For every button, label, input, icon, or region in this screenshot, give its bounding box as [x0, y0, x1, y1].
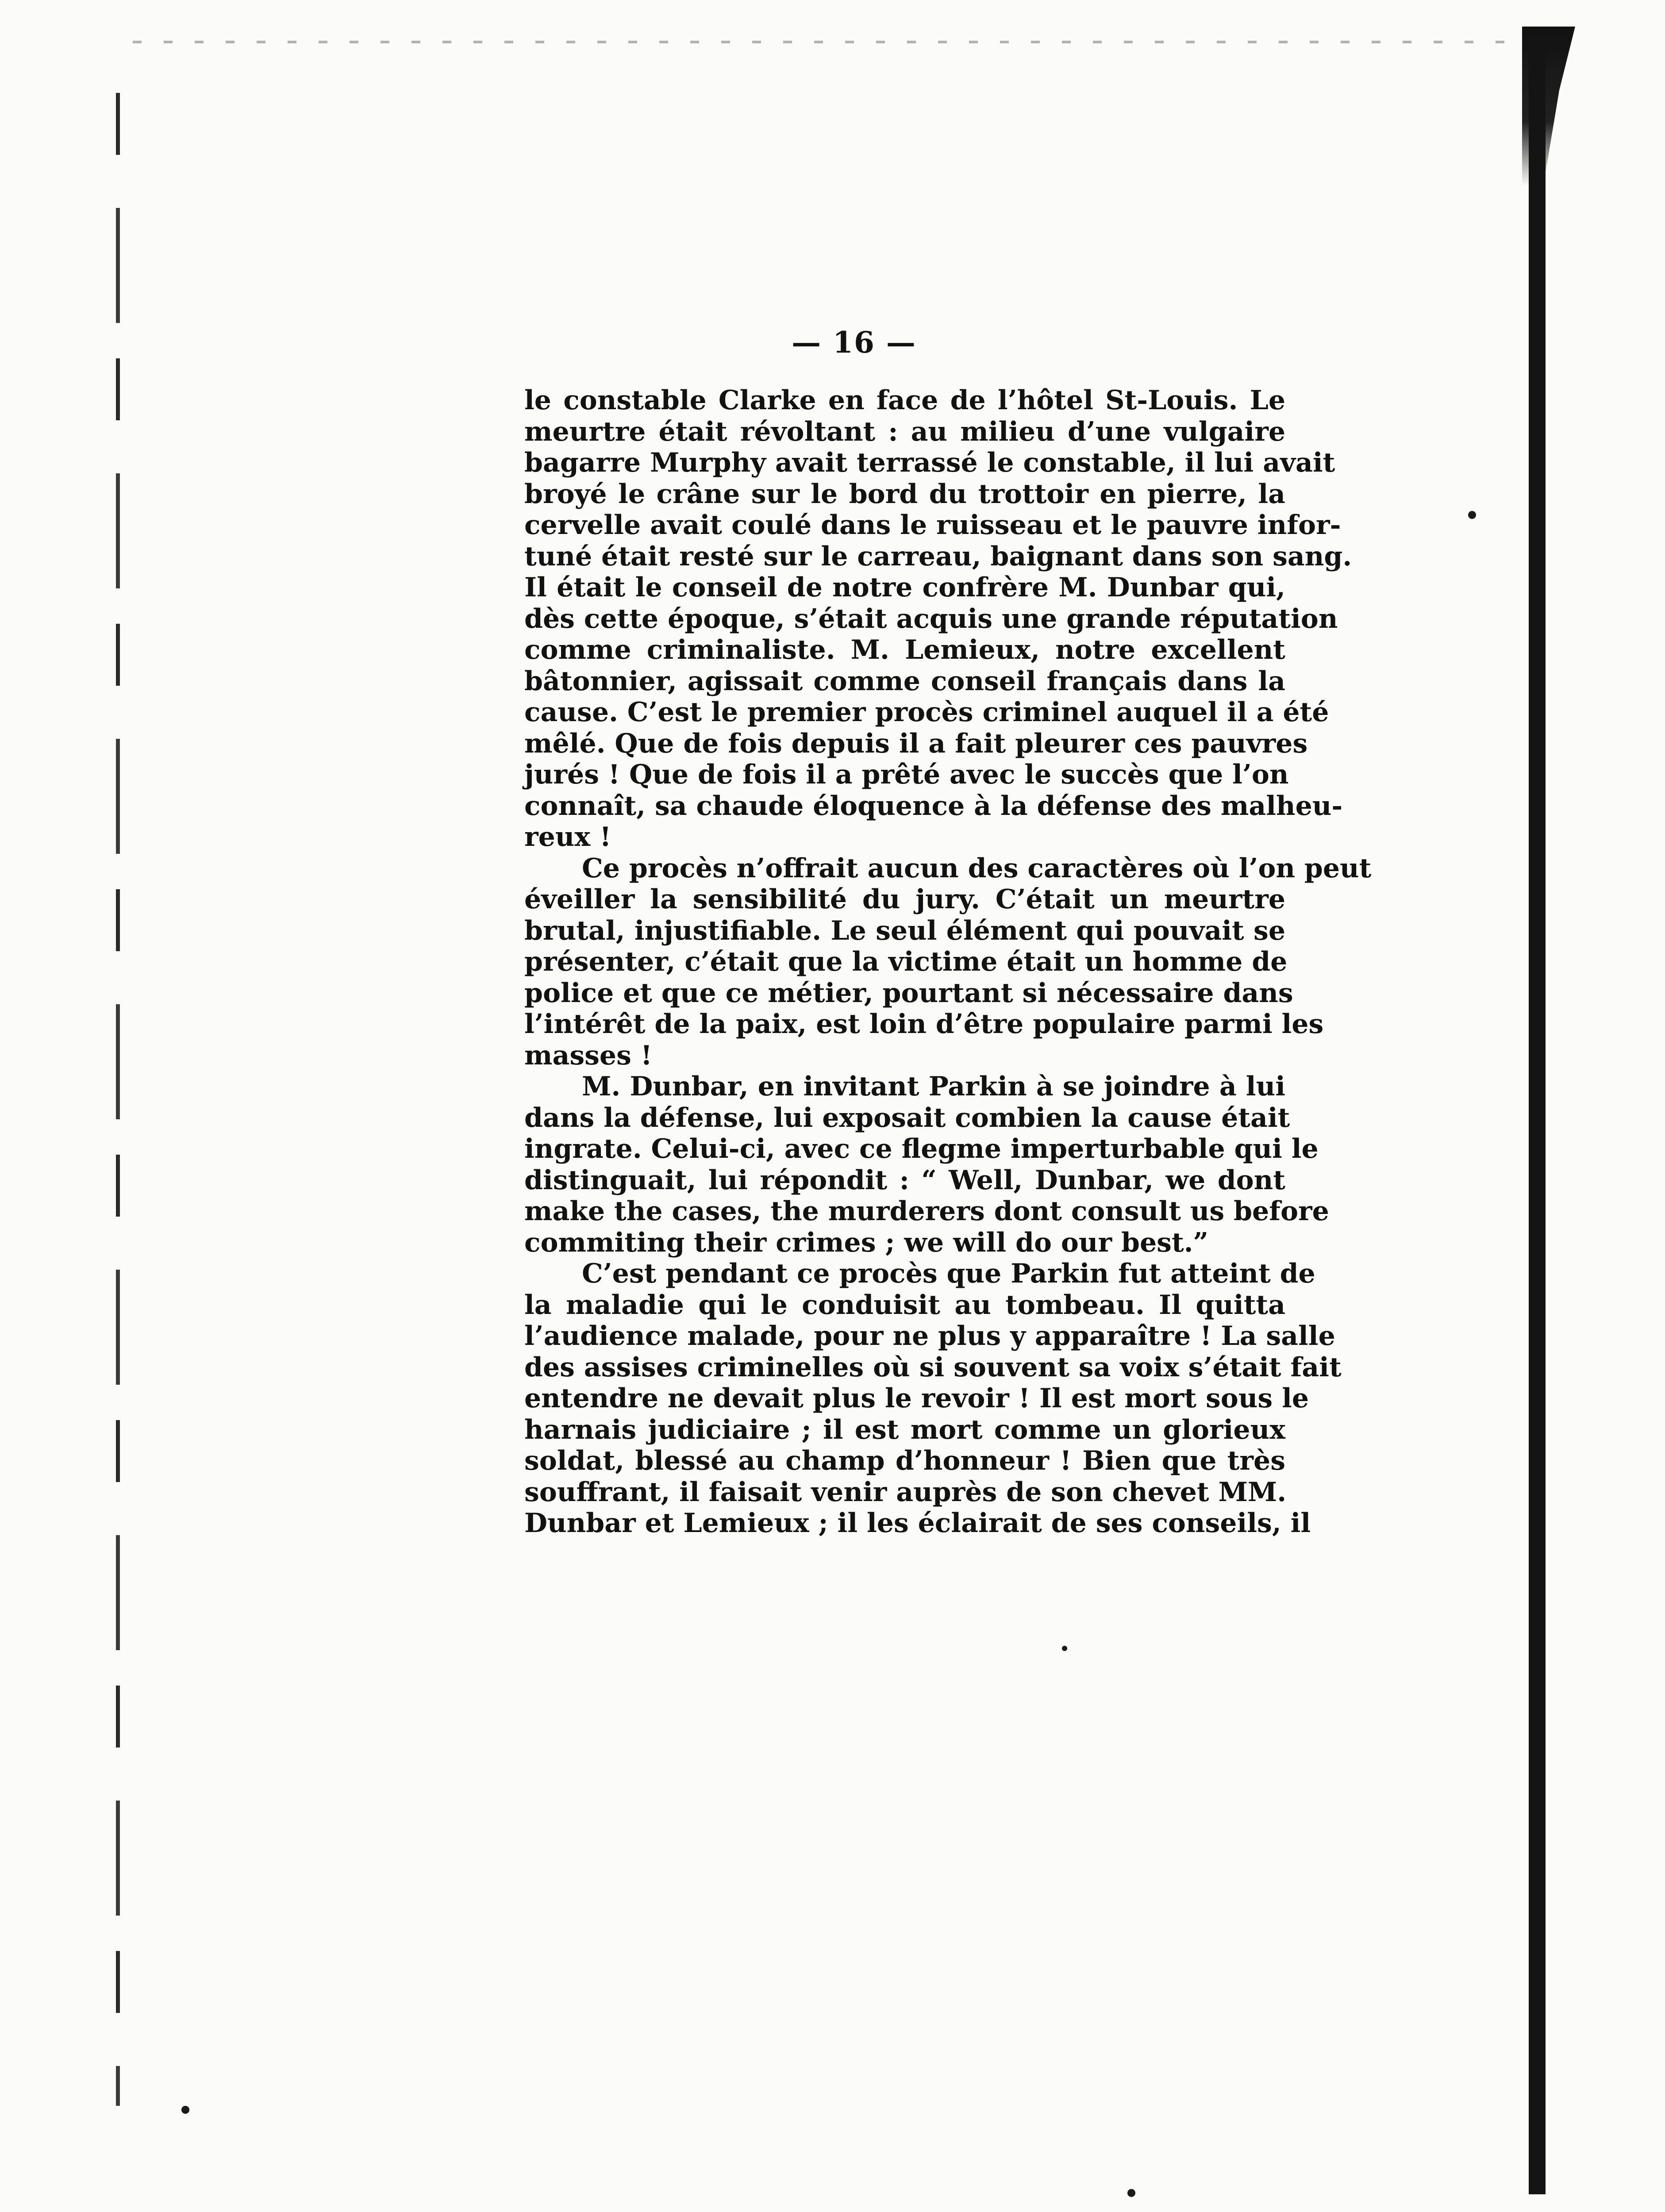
page-top-edge-artifact	[133, 41, 1504, 43]
text-line: souffrant, il faisait venir auprès de son chevet MM.	[524, 1476, 1287, 1508]
text-line: dans la défense, lui exposait combien la cause était	[524, 1102, 1290, 1133]
text-line: la maladie qui le conduisit au tombeau. Il quitta	[524, 1289, 1285, 1321]
text-line: bagarre Murphy avait terrassé le constable, il lui avait	[524, 447, 1335, 478]
text-line: bâtonnier, agissait comme conseil français dans la	[524, 665, 1285, 697]
text-line: broyé le crâne sur le bord du trottoir en pierre, la	[524, 478, 1285, 510]
text-line: C’est pendant ce procès que Parkin fut atteint de	[582, 1258, 1315, 1289]
text-line: reux !	[524, 822, 611, 853]
text-line: police et que ce métier, pourtant si nécessaire dans	[524, 977, 1293, 1009]
scan-speck	[1062, 1646, 1067, 1651]
text-line: des assises criminelles où si souvent sa voix s’était fait	[524, 1352, 1342, 1383]
text-line: make the cases, the murderers dont consult us before	[524, 1196, 1329, 1227]
text-line: l’audience malade, pour ne plus y apparaître ! La salle	[524, 1321, 1335, 1352]
scan-speck	[1468, 511, 1476, 519]
text-line: l’intérêt de la paix, est loin d’être populaire parmi les	[524, 1009, 1324, 1040]
text-line: connaît, sa chaude éloquence à la défense des malheu-	[524, 790, 1343, 822]
text-line: Ce procès n’offrait aucun des caractères où l’on peut	[582, 853, 1372, 884]
page-right-edge-artifact	[1529, 35, 1546, 2194]
text-line: jurés ! Que de fois il a prêté avec le succès que l’on	[524, 759, 1289, 790]
text-line: cervelle avait coulé dans le ruisseau et le pauvre infor-	[524, 510, 1341, 541]
text-line: commiting their crimes ; we will do our best.”	[524, 1227, 1209, 1258]
text-line: mêlé. Que de fois depuis il a fait pleurer ces pauvres	[524, 728, 1308, 759]
text-line: distinguait, lui répondit : “ Well, Dunbar, we dont	[524, 1164, 1285, 1196]
text-line: cause. C’est le premier procès criminel auquel il a été	[524, 697, 1329, 728]
text-line: entendre ne devait plus le revoir ! Il est mort sous le	[524, 1383, 1309, 1414]
text-line: M. Dunbar, en invitant Parkin à se joindre à lui	[582, 1071, 1285, 1102]
text-line: comme criminaliste. M. Lemieux, notre excellent	[524, 634, 1285, 665]
text-line: meurtre était révoltant : au milieu d’une vulgaire	[524, 416, 1285, 447]
body-text	[524, 385, 1372, 1539]
text-line: harnais judiciaire ; il est mort comme un glorieux	[524, 1414, 1285, 1445]
text-line: Il était le conseil de notre confrère M. Dunbar qui,	[524, 572, 1285, 603]
text-line: dès cette époque, s’était acquis une grande réputation	[524, 603, 1338, 634]
text-line: soldat, blessé au champ d’honneur ! Bien que très	[524, 1445, 1285, 1476]
text-line: présenter, c’était que la victime était un homme de	[524, 946, 1288, 977]
page-number: — 16 —	[792, 325, 916, 360]
scan-speck	[181, 2106, 189, 2114]
text-line: Dunbar et Lemieux ; il les éclairait de ses conseils, il	[524, 1508, 1311, 1539]
scan-speck	[1127, 2189, 1135, 2197]
text-line: le constable Clarke en face de l’hôtel St-Louis. Le	[524, 385, 1285, 416]
text-line: éveiller la sensibilité du jury. C’était un meurtre	[524, 884, 1285, 915]
text-line: masses !	[524, 1040, 653, 1071]
text-line: brutal, injustifiable. Le seul élément qui pouvait se	[524, 915, 1285, 946]
text-line: tuné était resté sur le carreau, baignant dans son sang.	[524, 541, 1352, 572]
page-left-edge-artifact	[116, 93, 120, 2106]
text-line: ingrate. Celui-ci, avec ce flegme imperturbable qui le	[524, 1133, 1319, 1164]
